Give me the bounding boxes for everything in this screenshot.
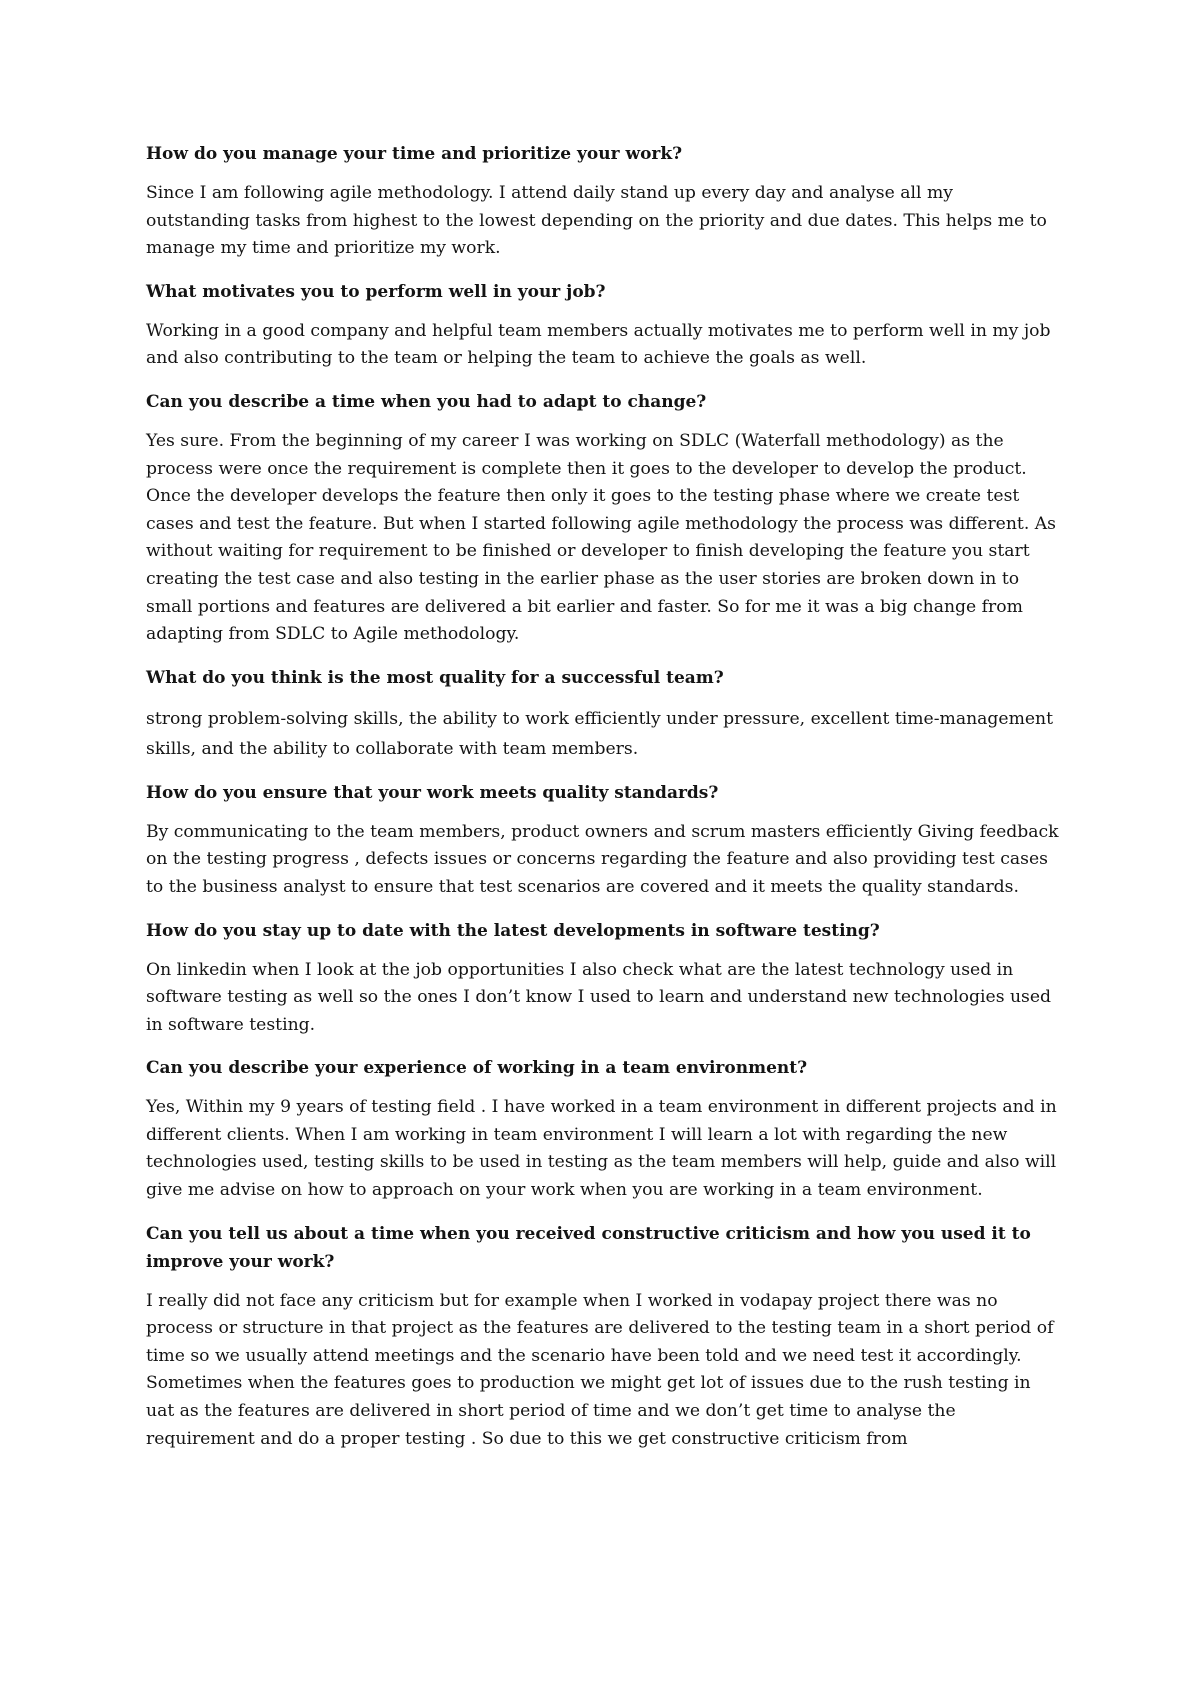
answer-paragraph: On linkedin when I look at the job opportunities I also check what are the latest technology used in software testing as well so the ones I don’t know I used to learn and understand new technologies used in software testing. [146,959,1052,1035]
qa-block-successful-team [146,664,1060,764]
answer-paragraph: I really did not face any criticism but for example when I worked in vodapay project there was no process or structure in that project as the features are delivered to the testing team in a short period of time so we usually attend meetings and the scenario have been told and we need test it accordingly. Sometimes when the features goes to production we might get lot of issues due to the rush testing in uat as the features are delivered in short period of time and we don’t get time to analyse the requirement and do a proper testing . So due to this we get constructive criticism from [146,1290,1054,1449]
question-heading: Can you describe your experience of working in a team environment? [146,1058,808,1079]
question-heading: Can you describe a time when you had to adapt to change? [146,391,707,412]
question-heading: Can you tell us about a time when you received constructive criticism and how you used it to improve your work? [146,1223,1031,1272]
qa-block-constructive-criticism [146,1220,1060,1454]
qa-block-motivation [146,278,1060,373]
answer-paragraph: Since I am following agile methodology. I attend daily stand up every day and analyse all my outstanding tasks from highest to the lowest depending on the priority and due dates. This helps me to manage my time and prioritize my work. [146,183,1047,259]
question-heading: How do you stay up to date with the latest developments in software testing? [146,920,880,941]
answer-paragraph: Working in a good company and helpful team members actually motivates me to perform well in my job and also contributing to the team or helping the team to achieve the goals as well. [146,320,1051,369]
qa-block-adapt-to-change [146,388,1060,649]
answer-paragraph: strong problem-solving skills, the ability to work efficiently under pressure, excellent time-management skills, and the ability to collaborate with team members. [146,708,1054,759]
answer-paragraph: By communicating to the team members, product owners and scrum masters efficiently Giving feedback on the testing progress , defects issues or concerns regarding the feature and also providing test cases to the business analyst to ensure that test scenarios are covered and it meets the quality standards. [146,821,1059,897]
question-heading: How do you ensure that your work meets quality standards? [146,782,719,803]
qa-block-team-environment [146,1054,1060,1204]
question-heading: What do you think is the most quality for a successful team? [146,667,724,688]
qa-block-stay-up-to-date [146,917,1060,1040]
question-heading: How do you manage your time and prioritize your work? [146,144,683,164]
question-heading: What motivates you to perform well in your job? [146,281,606,302]
qa-block-time-management [146,140,1060,263]
qa-block-quality-standards [146,779,1060,902]
answer-paragraph: Yes sure. From the beginning of my career I was working on SDLC (Waterfall methodology) as the process were once the requirement is complete then it goes to the developer to develop the product. Once the developer develops the feature then only it goes to the testing phase where we create test cases and test the feature. But when I started following agile methodology the process was different. As without waiting for requirement to be finished or developer to finish developing the feature you start creating the test case and also testing in the earlier phase as the user stories are broken down in to small portions and features are delivered a bit earlier and faster. So for me it was a big change from adapting from SDLC to Agile methodology. [146,430,1056,645]
answer-paragraph: Yes, Within my 9 years of testing field . I have worked in a team environment in different projects and in different clients. When I am working in team environment I will learn a lot with regarding the new technologies used, testing skills to be used in testing as the team members will help, guide and also will give me advise on how to approach on your work when you are working in a team environment. [146,1097,1057,1201]
